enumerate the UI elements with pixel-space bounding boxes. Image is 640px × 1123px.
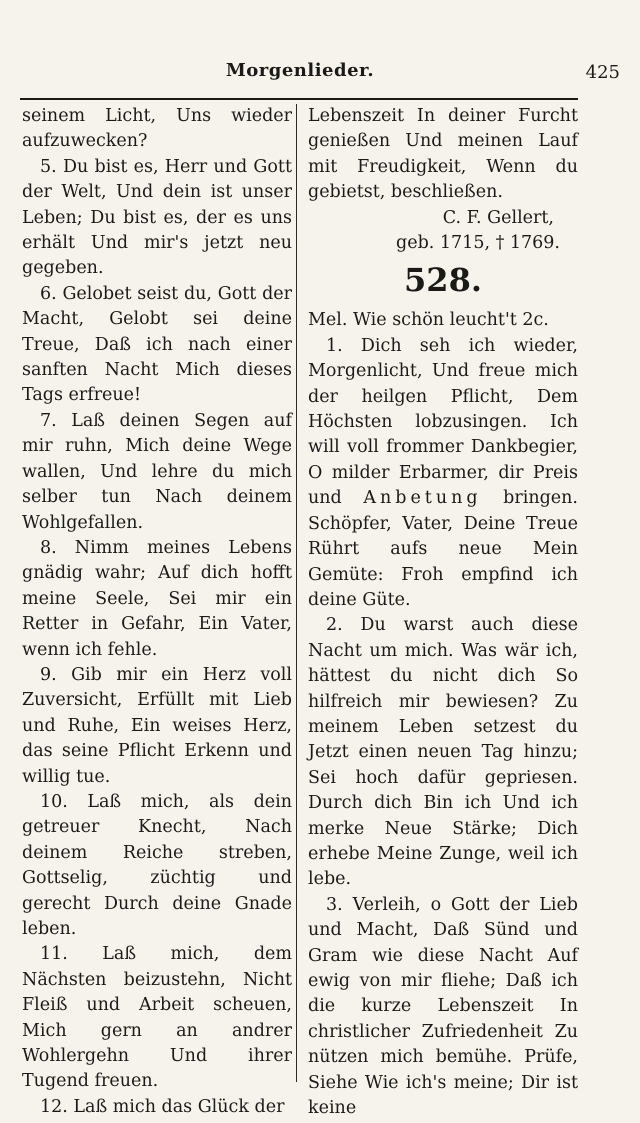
running-title: Morgenlieder.	[225, 60, 375, 81]
continuation-text: Lebenszeit In deiner Furcht genießen Und meinen Lauf mit Freudigkeit, Wenn du gebietst, beschließen.	[308, 106, 578, 203]
left-column	[22, 104, 292, 1117]
verse-10: 10. Laß mich, als dein getreuer Knecht, Nach deinem Reiche streben, Gottselig, züchtig und gerecht Durch deine Gnade leben.	[22, 791, 292, 939]
verse-6: 6. Gelobet seist du, Gott der Macht, Gelobt sei deine Treue, Daß ich nach einer sanften Nacht Mich dieses Tags erfreue!	[22, 283, 292, 406]
emphasized-word: Anbetung	[363, 488, 482, 509]
author-dates: geb. 1715, † 1769.	[396, 233, 560, 254]
melody-line: Mel. Wie schön leucht't 2c.	[308, 310, 549, 331]
column-divider	[296, 104, 297, 1082]
verse-12: 12. Laß mich das Glück der	[40, 1096, 285, 1117]
verse-1-text-a: 1. Dich seh ich wieder, Morgenlicht, Und freue mich der heilgen Pflicht, Dem Höchsten lobzusingen. Ich will voll frommer Dankbegier, O milder Erbarmer, dir Preis und	[308, 335, 578, 509]
verse-11: 11. Laß mich, dem Nächsten beizustehn, Nicht Fleiß und Arbeit scheuen, Mich gern an andrer Wohlergehn Und ihrer Tugend freuen.	[22, 944, 292, 1092]
verse-1-text-b: bringen. Schöpfer, Vater, Deine Treue Rührt aufs neue Mein Gemüte: Froh empfind ich deine Güte.	[308, 488, 578, 610]
verse-5: 5. Du bist es, Herr und Gott der Welt, Und dein ist unser Leben; Du bist es, der es uns erhält Und mir's jetzt neu gegeben.	[22, 156, 292, 279]
author-name: C. F. Gellert,	[442, 207, 554, 228]
verse-8: 8. Nimm meines Lebens gnädig wahr; Auf dich hofft meine Seele, Sei mir ein Retter in Gefahr, Ein Vater, wenn ich fehle.	[22, 537, 292, 660]
hymn-number: 528.	[404, 261, 482, 300]
right-column	[308, 104, 578, 1121]
verse-9: 9. Gib mir ein Herz voll Zuversicht, Erfüllt mit Lieb und Ruhe, Ein weises Herz, das seine Pflicht Erkenn und willig tue.	[22, 664, 292, 787]
page-number: 425	[585, 62, 620, 83]
header-rule	[20, 98, 578, 100]
verse-2: 2. Du warst auch diese Nacht um mich. Was wär ich, hättest du nicht dich So hilfreich mir bewiesen? Zu meinem Leben setzest du Jetzt einen neuen Tag hinzu; Sei hoch dafür gepriesen. Durch dich Bin ich Und ich merke Neue Stärke; Dich erhebe Meine Zunge, weil ich lebe.	[308, 615, 578, 890]
verse-1	[308, 334, 578, 613]
page-header	[20, 58, 620, 92]
verse-7: 7. Laß deinen Segen auf mir ruhn, Mich deine Wege wallen, Und lehre du mich selber tun Nach deinem Wohlgefallen.	[22, 410, 292, 533]
verse-3: 3. Verleih, o Gott der Lieb und Macht, Daß Sünd und Gram wie diese Nacht Auf ewig von mir fliehe; Daß ich die kurze Lebenszeit In christlicher Zufriedenheit Zu nützen mich bemühe. Prüfe, Siehe Wie ich's meine; Dir ist keine	[308, 894, 578, 1119]
continuation-text: seinem Licht, Uns wieder aufzuwecken?	[22, 106, 292, 152]
